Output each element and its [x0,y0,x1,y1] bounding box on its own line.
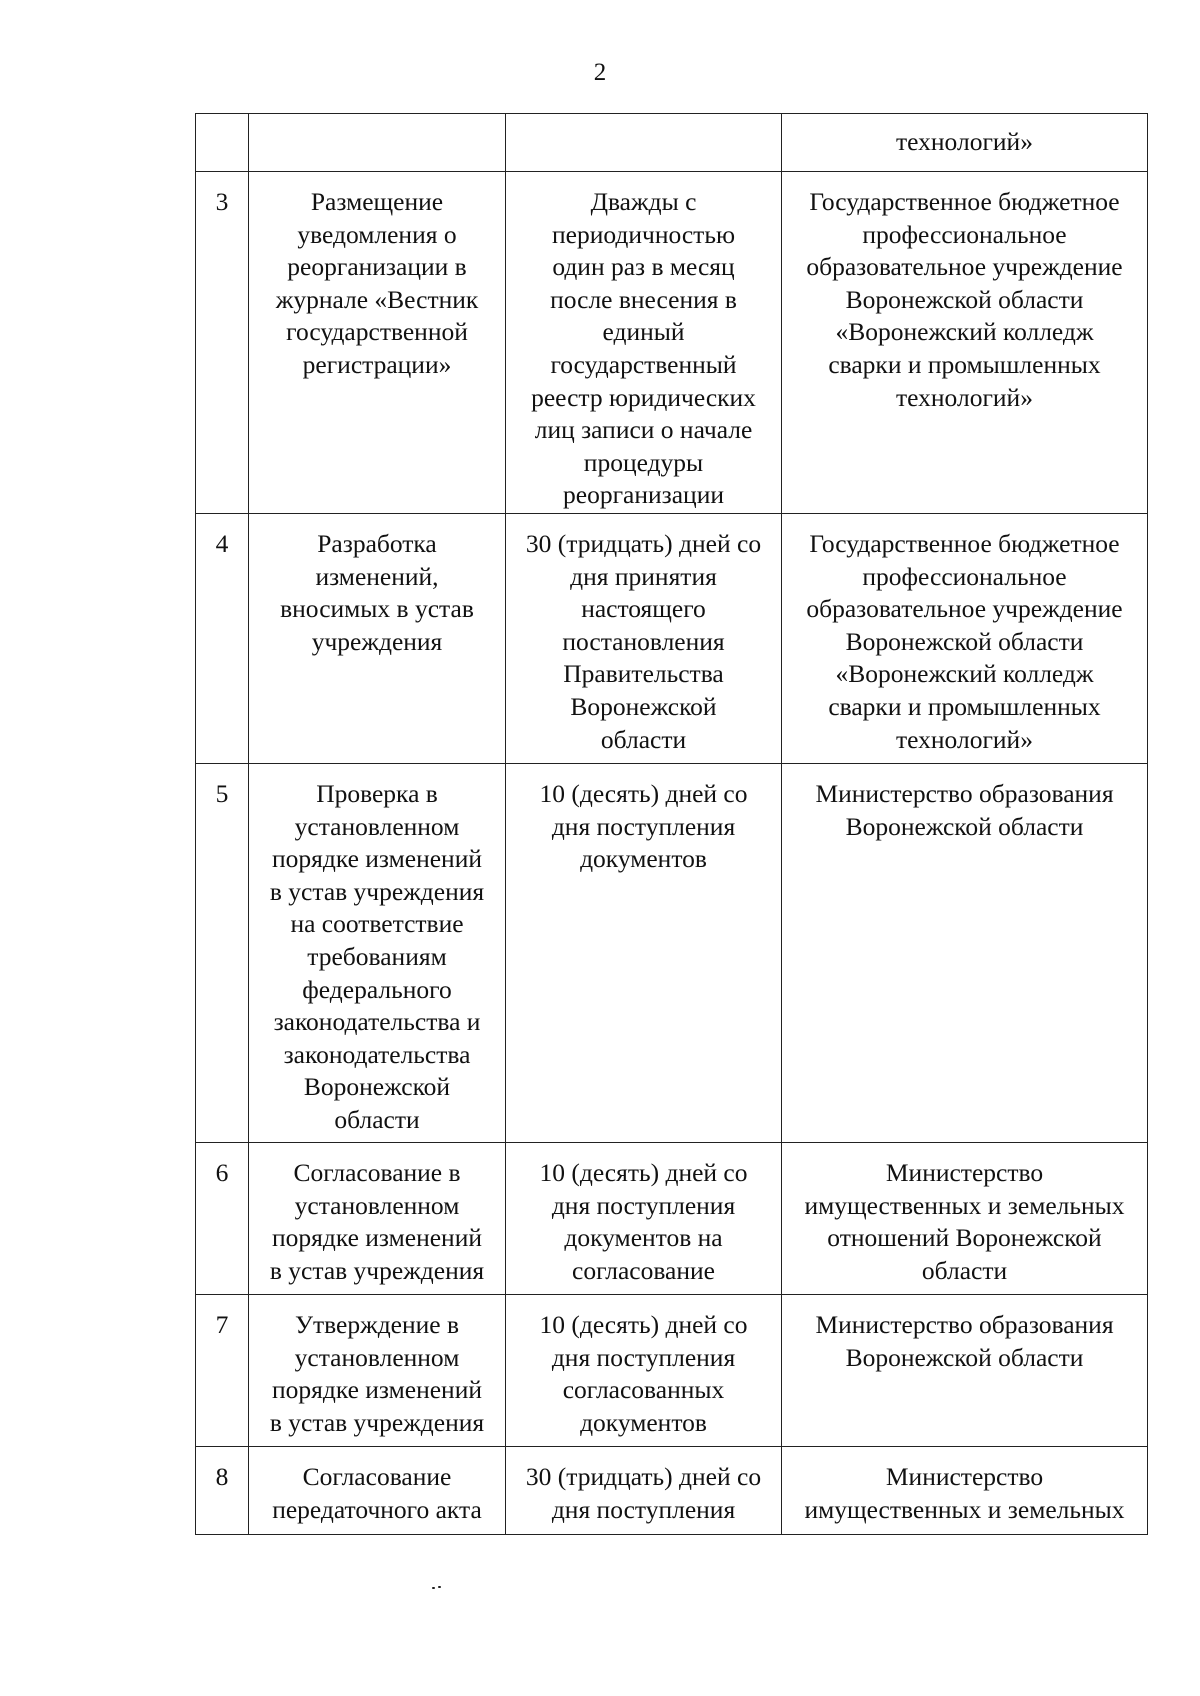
row-number: 7 [196,1295,249,1447]
row-number: 6 [196,1143,249,1295]
scan-speck [432,1587,435,1589]
responsible-cell: Министерство образования Воронежской области [782,764,1148,1143]
deadline-cell: 30 (тридцать) дней со дня поступления [506,1447,782,1535]
table-row-8 [196,1447,1148,1535]
deadline-cell: 10 (десять) дней со дня поступления согласованных документов [506,1295,782,1447]
table-row-7 [196,1295,1148,1447]
action-cell: Размещение уведомления о реорганизации в журнале «Вестник государственной регистрации» [249,172,506,514]
responsible-cell: Государственное бюджетное профессиональное образовательное учреждение Воронежской области «Воронежский колледж сварки и промышленных технологий» [782,514,1148,764]
table-row-continuation [196,114,1148,172]
responsible-cell: технологий» [782,114,1148,172]
responsible-cell: Государственное бюджетное профессиональное образовательное учреждение Воронежской области «Воронежский колледж сварки и промышленных технологий» [782,172,1148,514]
deadline-cell: 10 (десять) дней со дня поступления документов на согласование [506,1143,782,1295]
table-row-6 [196,1143,1148,1295]
responsible-cell: Министерство имущественных и земельных [782,1447,1148,1535]
reorganization-plan-table [195,113,1148,1535]
deadline-cell: 10 (десять) дней со дня поступления документов [506,764,782,1143]
action-cell: Утверждение в установленном порядке изменений в устав учреждения [249,1295,506,1447]
table-row-4 [196,514,1148,764]
action-cell [249,114,506,172]
responsible-cell: Министерство имущественных и земельных отношений Воронежской области [782,1143,1148,1295]
page-number: 2 [593,59,607,86]
action-cell: Согласование в установленном порядке изменений в устав учреждения [249,1143,506,1295]
action-cell: Разработка изменений, вносимых в устав учреждения [249,514,506,764]
row-number: 8 [196,1447,249,1535]
row-number: 4 [196,514,249,764]
scan-specks [432,1585,450,1591]
table-row-3 [196,172,1148,514]
action-cell: Согласование передаточного акта [249,1447,506,1535]
scan-speck [438,1586,441,1588]
row-number: 3 [196,172,249,514]
row-number [196,114,249,172]
row-number: 5 [196,764,249,1143]
deadline-cell [506,114,782,172]
action-cell: Проверка в установленном порядке изменений в устав учреждения на соответствие требованиям федерального законодательства и законодательства Воронежской области [249,764,506,1143]
deadline-cell: 30 (тридцать) дней со дня принятия настоящего постановления Правительства Воронежской области [506,514,782,764]
responsible-cell: Министерство образования Воронежской области [782,1295,1148,1447]
deadline-cell: Дважды с периодичностью один раз в месяц после внесения в единый государственный реестр юридических лиц записи о начале процедуры реорганизации [506,172,782,514]
table-row-5 [196,764,1148,1143]
